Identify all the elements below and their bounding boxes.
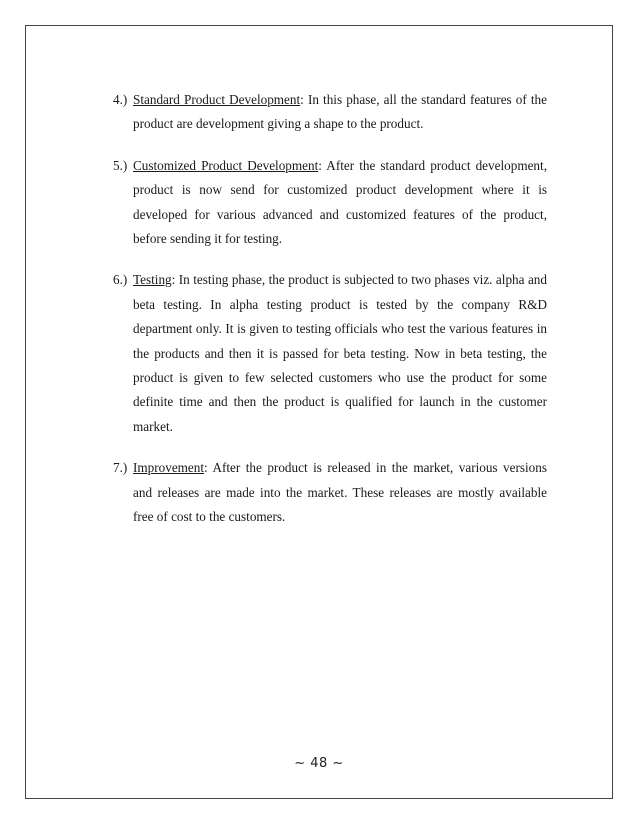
- item-text: [131, 456, 547, 529]
- item-description: : After the product is released in the market, various versions and releases are made into the market. These releases are mostly available free of cost to the customers.: [133, 460, 547, 525]
- item-text: [131, 88, 547, 137]
- item-description: : In testing phase, the product is subjected to two phases viz. alpha and beta testing. In alpha testing product is tested by the company R&D department only. It is given to testing officials who test the various features in the products and then it is passed for beta testing. Now in beta testing, the product is given to few selected customers who use the product for some definite time and then the product is qualified for launch in the customer market.: [133, 272, 547, 434]
- item-description: : After the standard product development, product is now send for customized product development where it is developed for various advanced and customized features of the product, before sending it for testing.: [133, 157, 547, 247]
- list-item-7: [113, 456, 547, 529]
- item-number: 4.): [113, 92, 128, 107]
- list-item-4: [113, 88, 547, 137]
- item-term: Standard Product Development: [133, 92, 301, 107]
- item-description: : In this phase, all the standard features of the product are development giving a shape to the product.: [133, 92, 547, 132]
- item-text: [131, 154, 547, 252]
- document-body: [113, 88, 547, 547]
- item-term: Testing: [133, 272, 172, 288]
- item-number: 7.): [113, 460, 128, 476]
- item-number: 6.): [113, 272, 128, 288]
- item-number: 5.): [113, 157, 128, 173]
- item-text: [131, 268, 547, 439]
- item-term: Improvement: [133, 460, 205, 476]
- item-term: Customized Product Development: [133, 157, 319, 173]
- list-item-6: [113, 268, 547, 439]
- list-item-5: [113, 154, 547, 252]
- page-number: ~ 48 ~: [294, 756, 344, 771]
